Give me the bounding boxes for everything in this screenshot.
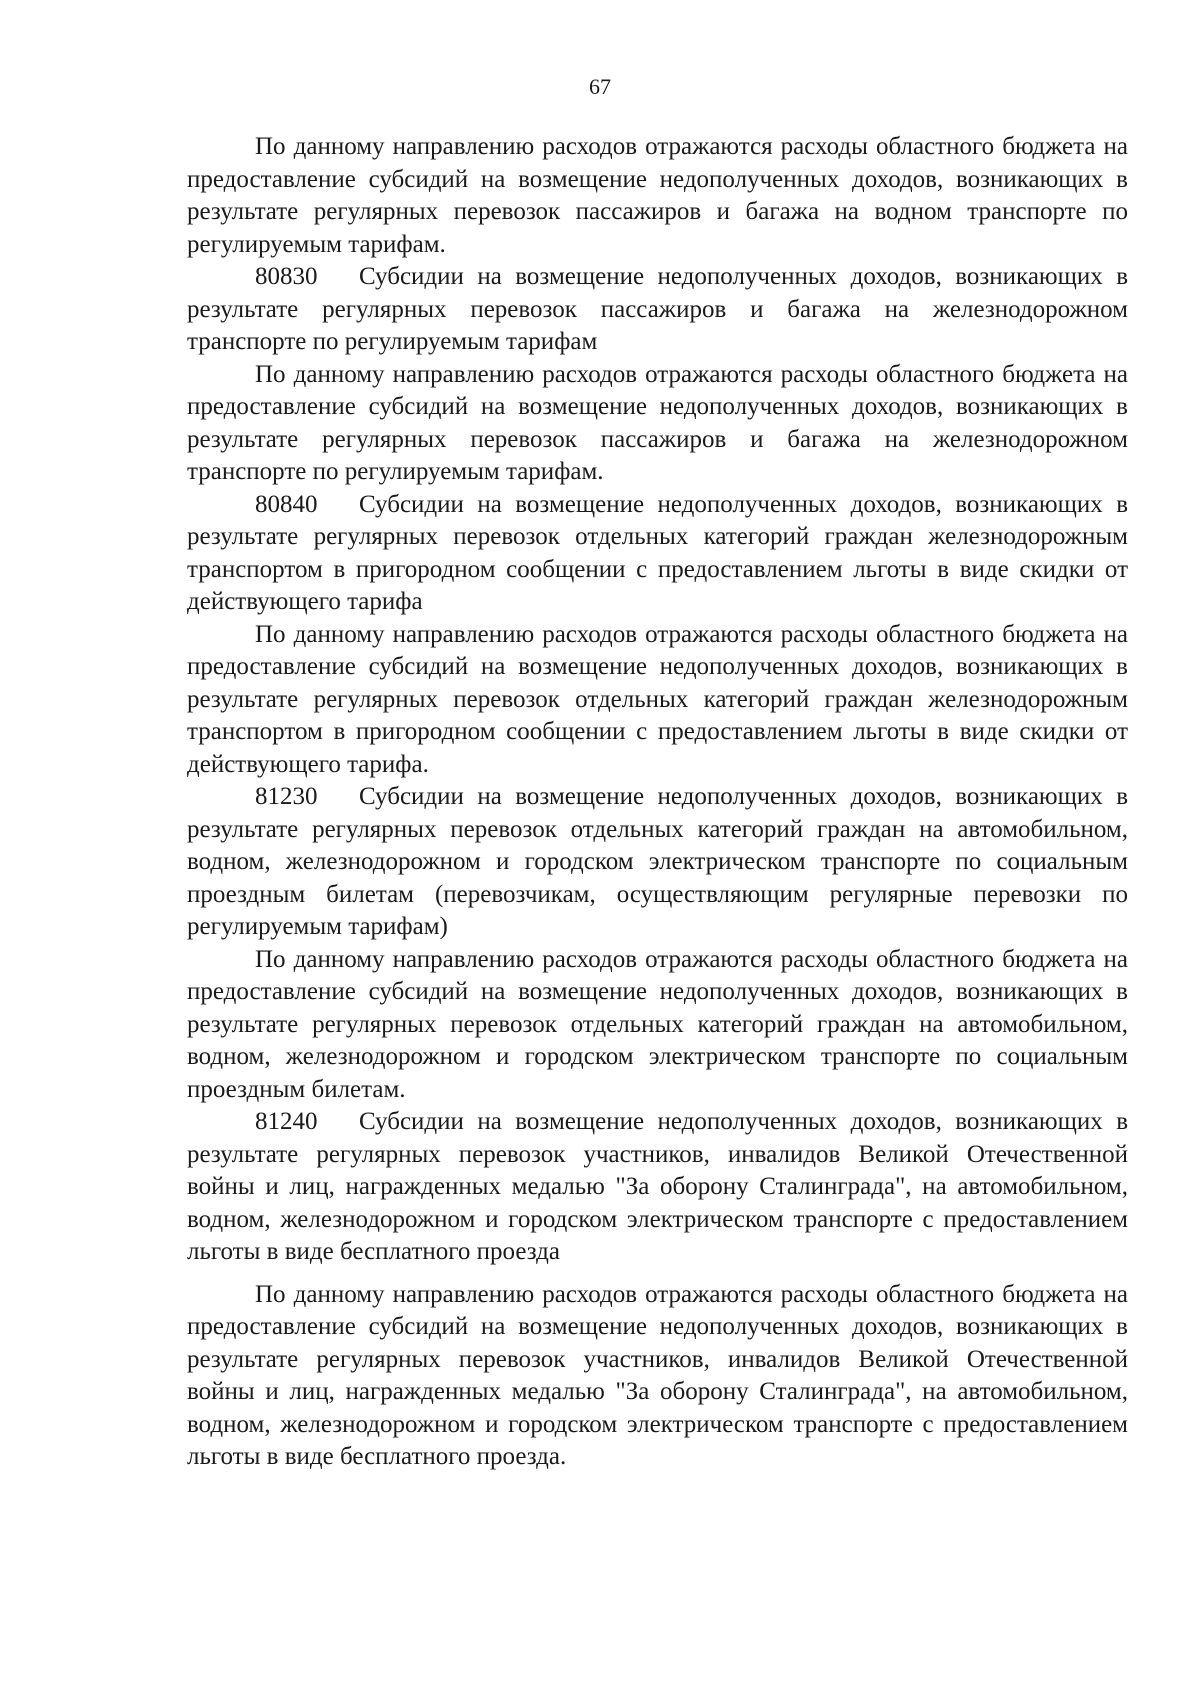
paragraph-description: По данному направлению расходов отражаются расходы областного бюджета на предоставление субсидий на возмещение недополученных доходов, возникающих в результате регулярных перевозок пассажиров и багажа на железнодорожном транспорте по регулируемым тарифам. [187,360,1128,485]
paragraph-description: По данному направлению расходов отражаются расходы областного бюджета на предоставление субсидий на возмещение недополученных доходов, возникающих в результате регулярных перевозок отдельных категорий граждан на автомобильном, водном, железнодорожном и городском электрическом транспорте по социальным проездным билетам. [187,945,1128,1103]
paragraph-description: По данному направлению расходов отражаются расходы областного бюджета на предоставление субсидий на возмещение недополученных доходов, возникающих в результате регулярных перевозок участников, инвалидов Великой Отечественной войны и лиц, награжденных медалью "За оборону Сталинграда", на автомобильном, водном, железнодорожном и городском электрическом транспорте с предоставлением льготы в виде бесплатного проезда. [187,1280,1128,1470]
entry-code: 80840 [255,490,318,518]
entry-title: Субсидии на возмещение недополученных доходов, возникающих в результате регулярных перевозок пассажиров и багажа на железнодорожном транспорте по регулируемым тарифам [187,263,1128,355]
page-number: 67 [589,74,611,99]
entry-title: Субсидии на возмещение недополученных доходов, возникающих в результате регулярных перевозок отдельных категорий граждан железнодорожным транспортом в пригородном сообщении с предоставлением льготы в виде скидки от действующего тарифа [187,490,1128,615]
paragraph-description: По данному направлению расходов отражаются расходы областного бюджета на предоставление субсидий на возмещение недополученных доходов, возникающих в результате регулярных перевозок отдельных категорий граждан железнодорожным транспортом в пригородном сообщении с предоставлением льготы в виде скидки от действующего тарифа. [187,620,1128,778]
paragraph-entry-81230 [187,781,1128,944]
document-body [187,131,1128,1474]
paragraph-description: По данному направлению расходов отражаются расходы областного бюджета на предоставление субсидий на возмещение недополученных доходов, возникающих в результате регулярных перевозок пассажиров и багажа на водном транспорте по регулируемым тарифам. [187,133,1128,258]
paragraph-entry-80830 [187,261,1128,359]
paragraph-entry-80840 [187,489,1128,619]
paragraph-entry-81240 [187,1106,1128,1269]
paragraph-spacer [187,1269,1128,1279]
entry-code: 80830 [255,263,318,290]
entry-title: Субсидии на возмещение недополученных доходов, возникающих в результате регулярных перевозок отдельных категорий граждан на автомобильном, водном, железнодорожном и городском электрическом транспорте по социальным проездным билетам (перевозчикам, осуществляющим регулярные перевозки по регулируемым тарифам) [187,783,1128,940]
entry-code: 81230 [255,783,318,810]
entry-code: 81240 [255,1108,318,1135]
entry-title: Субсидии на возмещение недополученных доходов, возникающих в результате регулярных перевозок участников, инвалидов Великой Отечественной войны и лиц, награжденных медалью "За оборону Сталинграда", на автомобильном, водном, железнодорожном и городском электрическом транспорте с предоставлением льготы в виде бесплатного проезда [187,1108,1128,1265]
